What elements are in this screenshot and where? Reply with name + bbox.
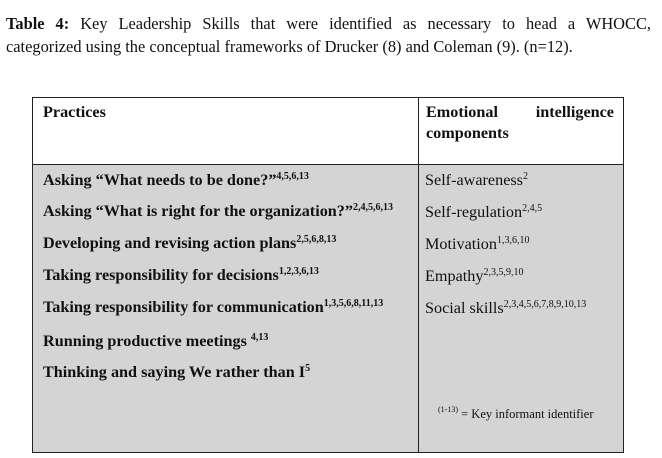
caption-label: Table 4:: [6, 14, 70, 33]
caption-line-1: [6, 12, 651, 35]
practice-text: Asking “What needs to be done?”: [43, 171, 277, 189]
header-emotional-line-1: Emotional intelligence: [426, 103, 614, 121]
header-emotional-intelligence: [426, 102, 614, 144]
header-practices: Practices: [43, 103, 106, 121]
component-identifiers: 2,3,4,5,6,7,8,9,10,13: [503, 299, 587, 310]
practice-identifiers: 4,5,6,13: [276, 171, 309, 182]
practice-text: Taking responsibility for communication: [43, 298, 324, 316]
practice-identifiers: 4,13: [250, 332, 269, 343]
component-identifiers: 2,4,5: [522, 203, 543, 214]
practice-text: Taking responsibility for decisions: [43, 266, 279, 284]
practice-text: Thinking and saying We rather than I: [43, 363, 306, 381]
practice-item: [43, 201, 393, 221]
component-item: [425, 298, 586, 318]
table-caption: [6, 12, 651, 58]
caption-text-1: Key Leadership Skills that were identified as necessary to head a WHOCC,: [80, 14, 651, 33]
practice-identifiers: 2,4,5,6,13: [352, 202, 393, 213]
column-divider: [418, 98, 419, 452]
component-item: [425, 202, 542, 222]
component-text: Empathy: [425, 267, 484, 285]
component-item: [425, 234, 529, 254]
table-footnote: [438, 406, 593, 422]
practice-item: [43, 331, 268, 351]
header-emotional-line-2: components: [426, 124, 509, 142]
footnote-text: = Key informant identifier: [458, 407, 594, 421]
practice-text: Developing and revising action plans: [43, 234, 297, 252]
footnote-identifier-range: (1-13): [438, 405, 458, 414]
component-identifiers: 2,3,5,9,10: [483, 267, 524, 278]
component-text: Self-regulation: [425, 203, 523, 221]
practice-identifiers: 1,2,3,6,13: [278, 266, 319, 277]
caption-text-2: categorized using the conceptual frameworks of Drucker (8) and Coleman (9). (n=12).: [6, 37, 573, 56]
practice-identifiers: 5: [305, 363, 311, 374]
practice-text: Asking “What is right for the organization?”: [43, 202, 353, 220]
practice-identifiers: 1,3,5,6,8,11,13: [323, 298, 384, 309]
component-text: Motivation: [425, 235, 497, 253]
component-identifiers: 2: [522, 171, 528, 182]
practice-item: [43, 170, 309, 190]
component-text: Social skills: [425, 299, 504, 317]
practice-item: [43, 233, 336, 253]
component-text: Self-awareness: [425, 171, 523, 189]
component-identifiers: 1,3,6,10: [496, 235, 530, 246]
practice-text: Running productive meetings: [43, 332, 251, 350]
component-item: [425, 170, 528, 190]
component-item: [425, 266, 523, 286]
practice-item: [43, 362, 310, 382]
leadership-skills-table: [32, 97, 624, 453]
practice-item: [43, 297, 383, 317]
practice-identifiers: 2,5,6,8,13: [296, 234, 337, 245]
practice-item: [43, 265, 319, 285]
